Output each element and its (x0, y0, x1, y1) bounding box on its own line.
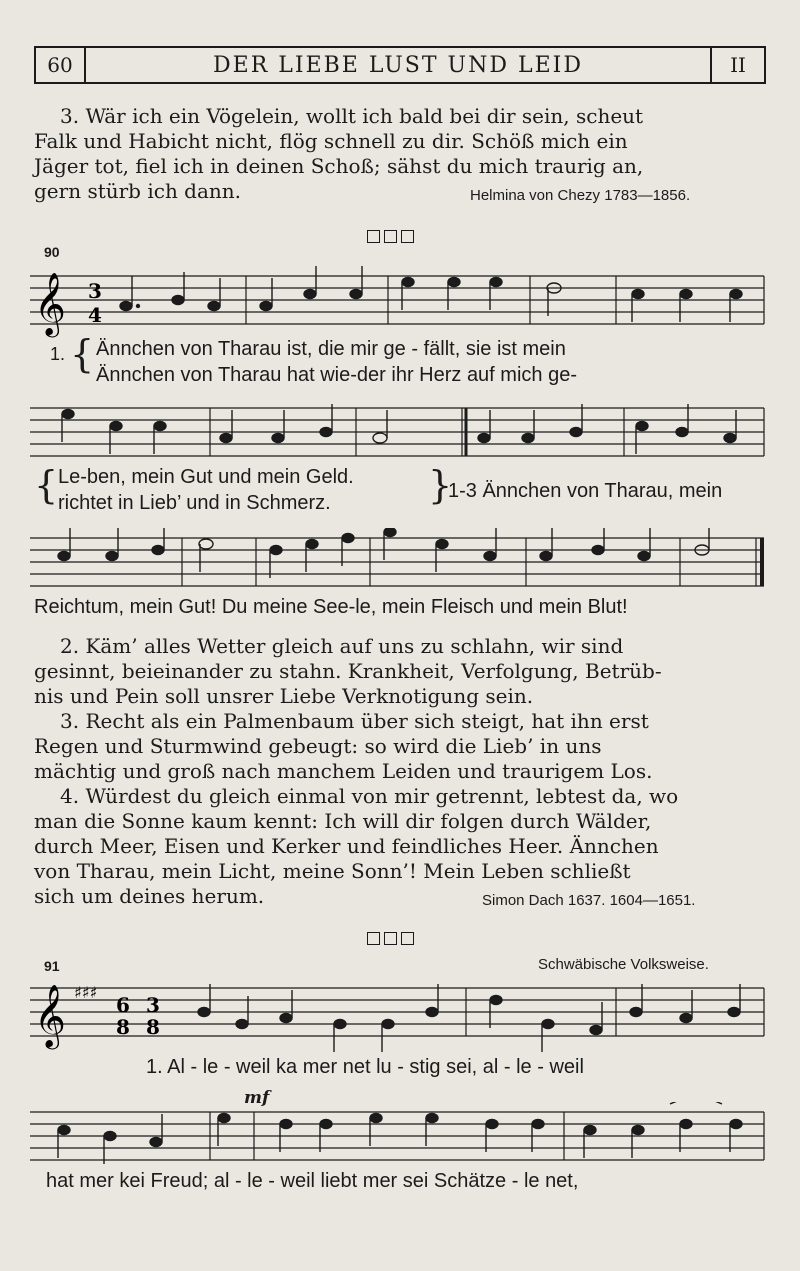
dynamic-marking: mf (244, 1088, 270, 1108)
lyric-line: hat mer kei Freud; al - le - weil liebt mer sei Schätze - le net, (46, 1170, 579, 1192)
verse-line: gern stürb ich dann. (34, 179, 242, 203)
page-header (34, 46, 766, 84)
verse-line: sich um deines herum. (34, 884, 265, 908)
section-number: II (710, 48, 764, 82)
music-staff (30, 974, 770, 1056)
verse-line: 3. Recht als ein Palmenbaum über sich steigt, hat ihn erst (60, 709, 649, 733)
lyric-line: 1. Al - le - weil ka mer net lu - stig sei, al - le - weil (146, 1056, 584, 1078)
lyric-line: Ännchen von Tharau ist, die mir ge - fällt, sie ist mein (96, 338, 566, 360)
lyric-line: Le-ben, mein Gut und mein Geld. (58, 466, 354, 488)
verse-line: gesinnt, beieinander zu stahn. Krankheit, Verfolgung, Betrüb- (34, 659, 662, 683)
verse-line: mächtig und groß nach manchem Leiden und traurigem Los. (34, 759, 653, 783)
lyric-line: Reichtum, mein Gut! Du meine See-le, mein Fleisch und mein Blut! (34, 596, 628, 618)
song-number: 91 (44, 958, 60, 974)
verse-line: 3. Wär ich ein Vögelein, wollt ich bald bei dir sein, scheut (60, 104, 644, 128)
verse-line: nis und Pein soll unsrer Liebe Verknotigung sein. (34, 684, 534, 708)
lyrics-brace: { (70, 332, 95, 376)
time-signature-top: 3 (146, 993, 160, 1017)
music-staff (30, 528, 770, 596)
notes (120, 266, 742, 322)
music-staff (30, 398, 770, 466)
verse-line: Regen und Sturmwind gebeugt: so wird die Lieb’ in uns (34, 734, 602, 758)
page-title: DER LIEBE LUST UND LEID (213, 52, 583, 78)
lyrics-brace: { (34, 463, 59, 507)
verse-number: 1. (50, 344, 66, 364)
time-signature-bottom: 8 (146, 1015, 160, 1039)
author-credit: Simon Dach 1637. 1604—1651. (482, 892, 696, 909)
melody-credit: Schwäbische Volksweise. (538, 956, 709, 973)
sharp-icon: ♯♯♯ (74, 983, 98, 1002)
time-signature-top: 6 (116, 993, 130, 1017)
verse-line: durch Meer, Eisen und Kerker und feindliches Heer. Ännchen (34, 834, 659, 858)
song-number: 90 (44, 244, 60, 260)
author-credit: Helmina von Chezy 1783—1856. (470, 187, 691, 204)
time-signature-bottom: 8 (116, 1015, 130, 1039)
lyric-line: Ännchen von Tharau hat wie-der ihr Herz auf mich ge- (96, 364, 577, 386)
time-signature-top: 3 (88, 279, 102, 303)
treble-clef-icon: 𝄞 (34, 984, 66, 1047)
verse-line: Jäger tot, fiel ich in deinen Schoß; sähst du mich traurig an, (34, 154, 644, 178)
refrain-line: 1-3 Ännchen von Tharau, mein (448, 480, 723, 502)
ornament (367, 932, 414, 945)
lyrics-brace: } (428, 463, 453, 507)
treble-clef-icon: 𝄞 (34, 272, 66, 335)
verse-line: man die Sonne kaum kennt: Ich will dir folgen durch Wälder, (34, 809, 652, 833)
verse-line: 2. Käm’ alles Wetter gleich auf uns zu schlahn, wir sind (60, 634, 624, 658)
page-number: 60 (36, 48, 86, 82)
music-staff (30, 264, 770, 344)
verse-line: von Tharau, mein Licht, meine Sonn’! Mein Leben schließt (34, 859, 631, 883)
verse-line: Falk und Habicht nicht, flög schnell zu dir. Schöß mich ein (34, 129, 628, 153)
ornament (367, 230, 414, 243)
time-signature-bottom: 4 (88, 303, 102, 327)
music-staff (30, 1102, 770, 1178)
lyric-line: richtet in Lieb’ und in Schmerz. (58, 492, 331, 514)
verse-line: 4. Würdest du gleich einmal von mir getrennt, lebtest da, wo (60, 784, 679, 808)
